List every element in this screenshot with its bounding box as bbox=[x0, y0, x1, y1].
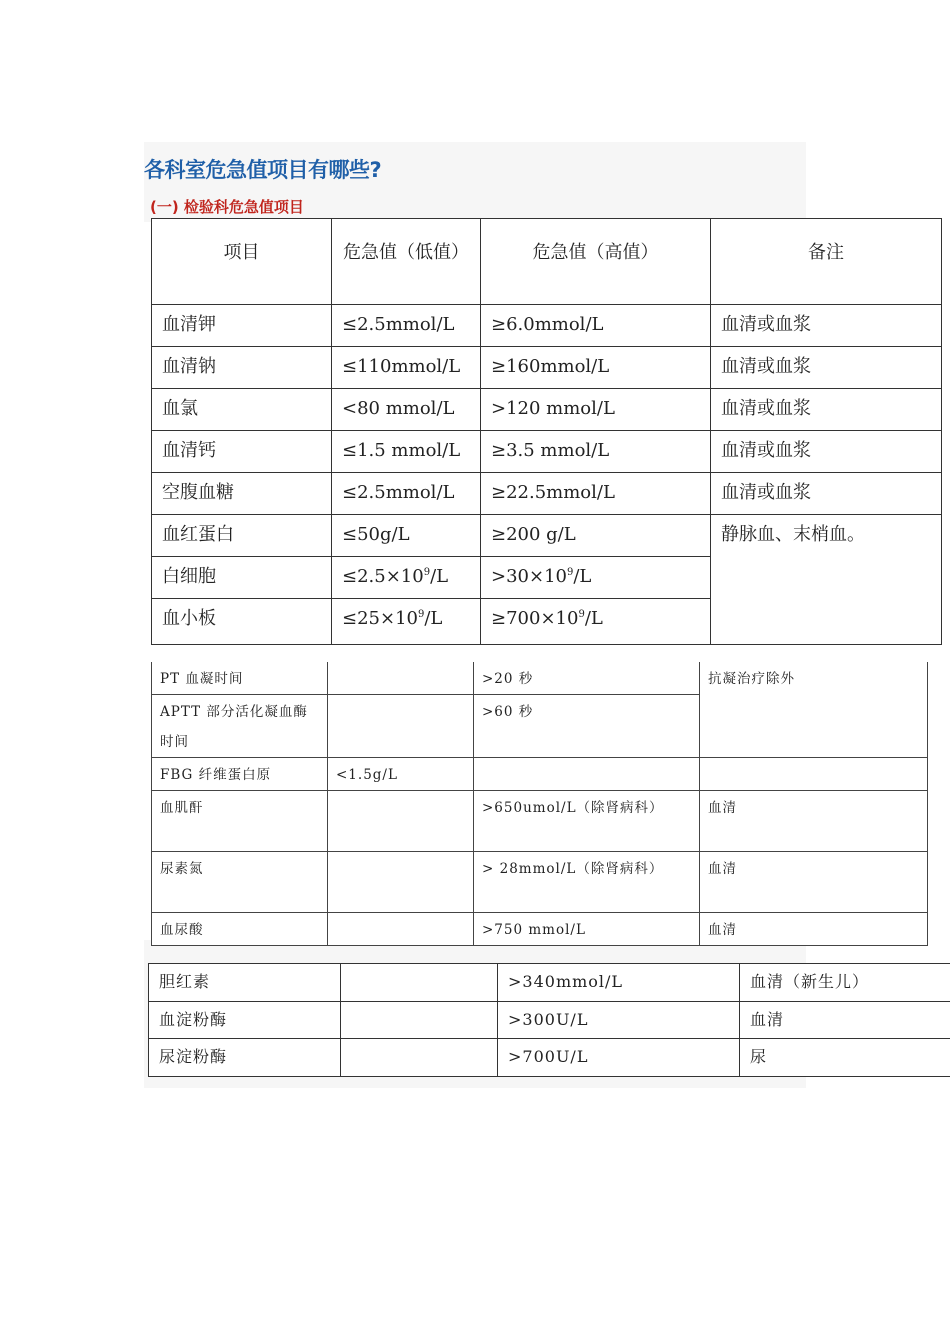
row-low bbox=[332, 557, 481, 599]
low-value-unit: /L bbox=[430, 566, 449, 587]
row-item: PT 血凝时间 bbox=[152, 662, 328, 695]
row-high bbox=[481, 599, 711, 645]
row-item: 白细胞 bbox=[152, 557, 332, 599]
table-row bbox=[152, 852, 928, 913]
high-value-base: >30×10 bbox=[491, 566, 567, 587]
row-high: >60 秒 bbox=[474, 695, 700, 758]
high-value-unit: /L bbox=[584, 608, 603, 629]
critical-values-table-coag bbox=[151, 662, 928, 946]
header-note: 备注 bbox=[711, 219, 942, 305]
table-row bbox=[152, 473, 942, 515]
row-low: ≤2.5mmol/L bbox=[332, 305, 481, 347]
table-row bbox=[152, 431, 942, 473]
row-item: 血氯 bbox=[152, 389, 332, 431]
row-note: 血清 bbox=[740, 1001, 950, 1039]
row-item: 空腹血糖 bbox=[152, 473, 332, 515]
table-row bbox=[149, 1001, 950, 1039]
row-note bbox=[700, 758, 928, 791]
row-item: FBG 纤维蛋白原 bbox=[152, 758, 328, 791]
table-header-row bbox=[152, 219, 942, 305]
row-high: ≥3.5 mmol/L bbox=[481, 431, 711, 473]
header-item: 项目 bbox=[152, 219, 332, 305]
row-item: 血红蛋白 bbox=[152, 515, 332, 557]
row-high: ≥22.5mmol/L bbox=[481, 473, 711, 515]
table-row bbox=[149, 964, 950, 1002]
row-low bbox=[328, 913, 474, 946]
row-note: 血清或血浆 bbox=[711, 347, 942, 389]
row-note: 血清（新生儿） bbox=[740, 964, 950, 1002]
row-low: ≤2.5mmol/L bbox=[332, 473, 481, 515]
row-note-merged: 静脉血、末梢血。 bbox=[711, 515, 942, 645]
row-low bbox=[341, 1001, 498, 1039]
high-value-unit: /L bbox=[573, 566, 592, 587]
row-low bbox=[328, 852, 474, 913]
row-high: >650umol/L（除肾病科） bbox=[474, 791, 700, 852]
row-low bbox=[328, 791, 474, 852]
table-row bbox=[152, 389, 942, 431]
row-note: 血清或血浆 bbox=[711, 473, 942, 515]
row-high: > 28mmol/L（除肾病科） bbox=[474, 852, 700, 913]
row-high: >750 mmol/L bbox=[474, 913, 700, 946]
row-note: 血清 bbox=[700, 852, 928, 913]
row-item: 血尿酸 bbox=[152, 913, 328, 946]
row-item: 胆红素 bbox=[149, 964, 341, 1002]
exponent: 9 bbox=[566, 567, 574, 578]
critical-values-table-main bbox=[151, 218, 942, 645]
row-note-merged: 抗凝治疗除外 bbox=[700, 662, 928, 758]
table-row bbox=[152, 662, 928, 695]
row-low bbox=[328, 695, 474, 758]
critical-values-table-biochem bbox=[148, 963, 950, 1077]
row-low: ≤50g/L bbox=[332, 515, 481, 557]
row-high bbox=[474, 758, 700, 791]
row-low: <80 mmol/L bbox=[332, 389, 481, 431]
row-item: 血小板 bbox=[152, 599, 332, 645]
row-item: 尿淀粉酶 bbox=[149, 1039, 341, 1077]
row-high: >340mmol/L bbox=[498, 964, 740, 1002]
row-note: 血清或血浆 bbox=[711, 431, 942, 473]
table-row bbox=[152, 347, 942, 389]
row-high: ≥200 g/L bbox=[481, 515, 711, 557]
row-item: 血清钠 bbox=[152, 347, 332, 389]
table-row bbox=[152, 791, 928, 852]
row-high bbox=[481, 557, 711, 599]
row-low bbox=[341, 1039, 498, 1077]
row-item: 血淀粉酶 bbox=[149, 1001, 341, 1039]
table-row bbox=[152, 913, 928, 946]
low-value-unit: /L bbox=[424, 608, 443, 629]
exponent: 9 bbox=[578, 609, 585, 620]
table-row bbox=[152, 305, 942, 347]
page-title: 各科室危急值项目有哪些? bbox=[144, 158, 382, 182]
row-note: 血清 bbox=[700, 791, 928, 852]
table-row bbox=[152, 758, 928, 791]
row-item: 尿素氮 bbox=[152, 852, 328, 913]
row-low bbox=[341, 964, 498, 1002]
high-value-base: ≥700×10 bbox=[491, 608, 579, 629]
row-high: ≥160mmol/L bbox=[481, 347, 711, 389]
row-item: 血肌酐 bbox=[152, 791, 328, 852]
row-item: APTT 部分活化凝血酶时间 bbox=[152, 695, 328, 758]
row-low bbox=[328, 662, 474, 695]
row-note: 尿 bbox=[740, 1039, 950, 1077]
row-low: ≤1.5 mmol/L bbox=[332, 431, 481, 473]
header-high-value: 危急值（高值） bbox=[481, 219, 711, 305]
row-note: 血清 bbox=[700, 913, 928, 946]
row-item: 血清钾 bbox=[152, 305, 332, 347]
row-high: >20 秒 bbox=[474, 662, 700, 695]
table-row bbox=[152, 515, 942, 557]
row-note: 血清或血浆 bbox=[711, 389, 942, 431]
row-high: >700U/L bbox=[498, 1039, 740, 1077]
row-high: >300U/L bbox=[498, 1001, 740, 1039]
row-high: >120 mmol/L bbox=[481, 389, 711, 431]
header-low-value: 危急值（低值） bbox=[332, 219, 481, 305]
table-row bbox=[149, 1039, 950, 1077]
section-subtitle: (一) 检验科危急值项目 bbox=[150, 198, 304, 216]
row-item: 血清钙 bbox=[152, 431, 332, 473]
row-low: <1.5g/L bbox=[328, 758, 474, 791]
low-value-base: ≤25×10 bbox=[342, 608, 418, 629]
row-low bbox=[332, 599, 481, 645]
row-note: 血清或血浆 bbox=[711, 305, 942, 347]
row-low: ≤110mmol/L bbox=[332, 347, 481, 389]
exponent: 9 bbox=[423, 567, 431, 578]
row-high: ≥6.0mmol/L bbox=[481, 305, 711, 347]
low-value-base: ≤2.5×10 bbox=[342, 566, 424, 587]
exponent: 9 bbox=[417, 609, 425, 620]
